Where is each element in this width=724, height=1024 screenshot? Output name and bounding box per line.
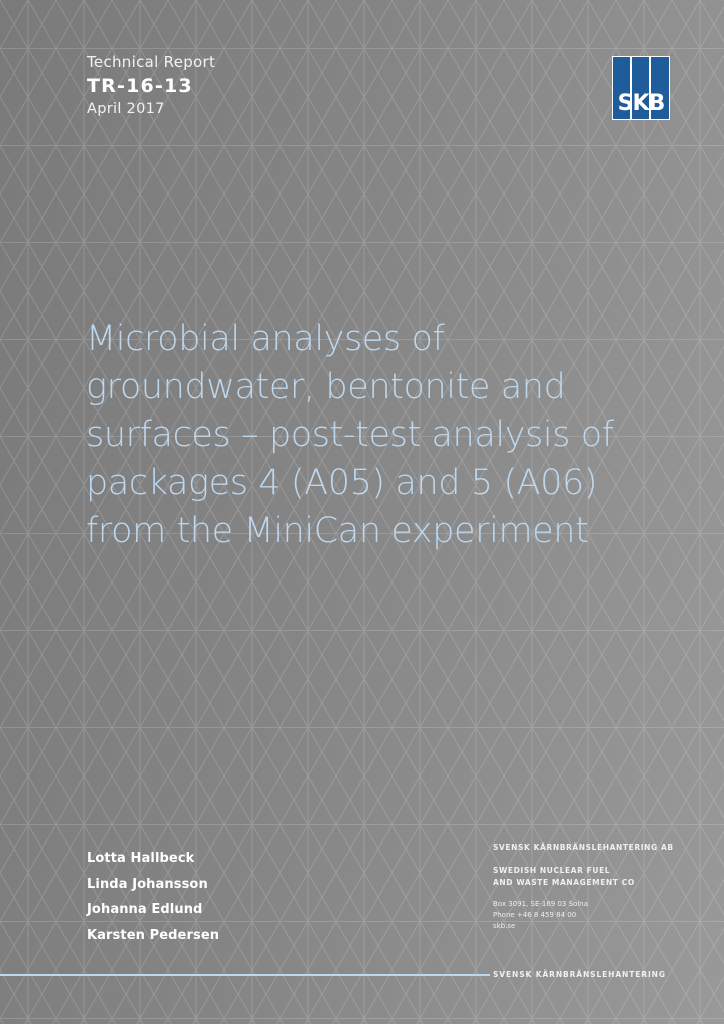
title-line: groundwater, bentonite and (86, 367, 566, 407)
report-number: TR-16-13 (87, 75, 193, 97)
author-name: Johanna Edlund (87, 902, 203, 917)
title-line: packages 4 (A05) and 5 (A06) (86, 463, 598, 503)
company-address: Box 3091, SE-169 03 Solna (493, 900, 589, 908)
company-name-english-line: SWEDISH NUCLEAR FUEL (493, 866, 611, 875)
footer-company-name: SVENSK KÄRNBRÄNSLEHANTERING (493, 970, 666, 979)
company-phone: Phone +46 8 459 84 00 (493, 911, 577, 919)
report-date: April 2017 (87, 101, 165, 117)
author-name: Lotta Hallbeck (87, 851, 195, 866)
company-name-english-line: AND WASTE MANAGEMENT CO (493, 878, 635, 887)
report-title (86, 315, 686, 555)
title-line: from the MiniCan experiment (86, 511, 589, 551)
company-name-english (493, 865, 693, 889)
author-list (87, 846, 219, 948)
title-line: Microbial analyses of (86, 319, 445, 359)
skb-logo (612, 56, 670, 120)
company-website: skb.se (493, 922, 516, 930)
author-name: Karsten Pedersen (87, 927, 220, 943)
report-header (87, 52, 215, 119)
company-contact (493, 899, 693, 932)
author-name: Linda Johansson (87, 876, 208, 892)
logo-text: SKB (617, 91, 665, 116)
title-line: surfaces – post-test analysis of (86, 415, 614, 455)
report-series-label: Technical Report (87, 53, 216, 71)
company-info (493, 843, 693, 932)
footer-divider (0, 974, 490, 976)
company-name-swedish: SVENSK KÄRNBRÄNSLEHANTERING AB (493, 843, 674, 852)
